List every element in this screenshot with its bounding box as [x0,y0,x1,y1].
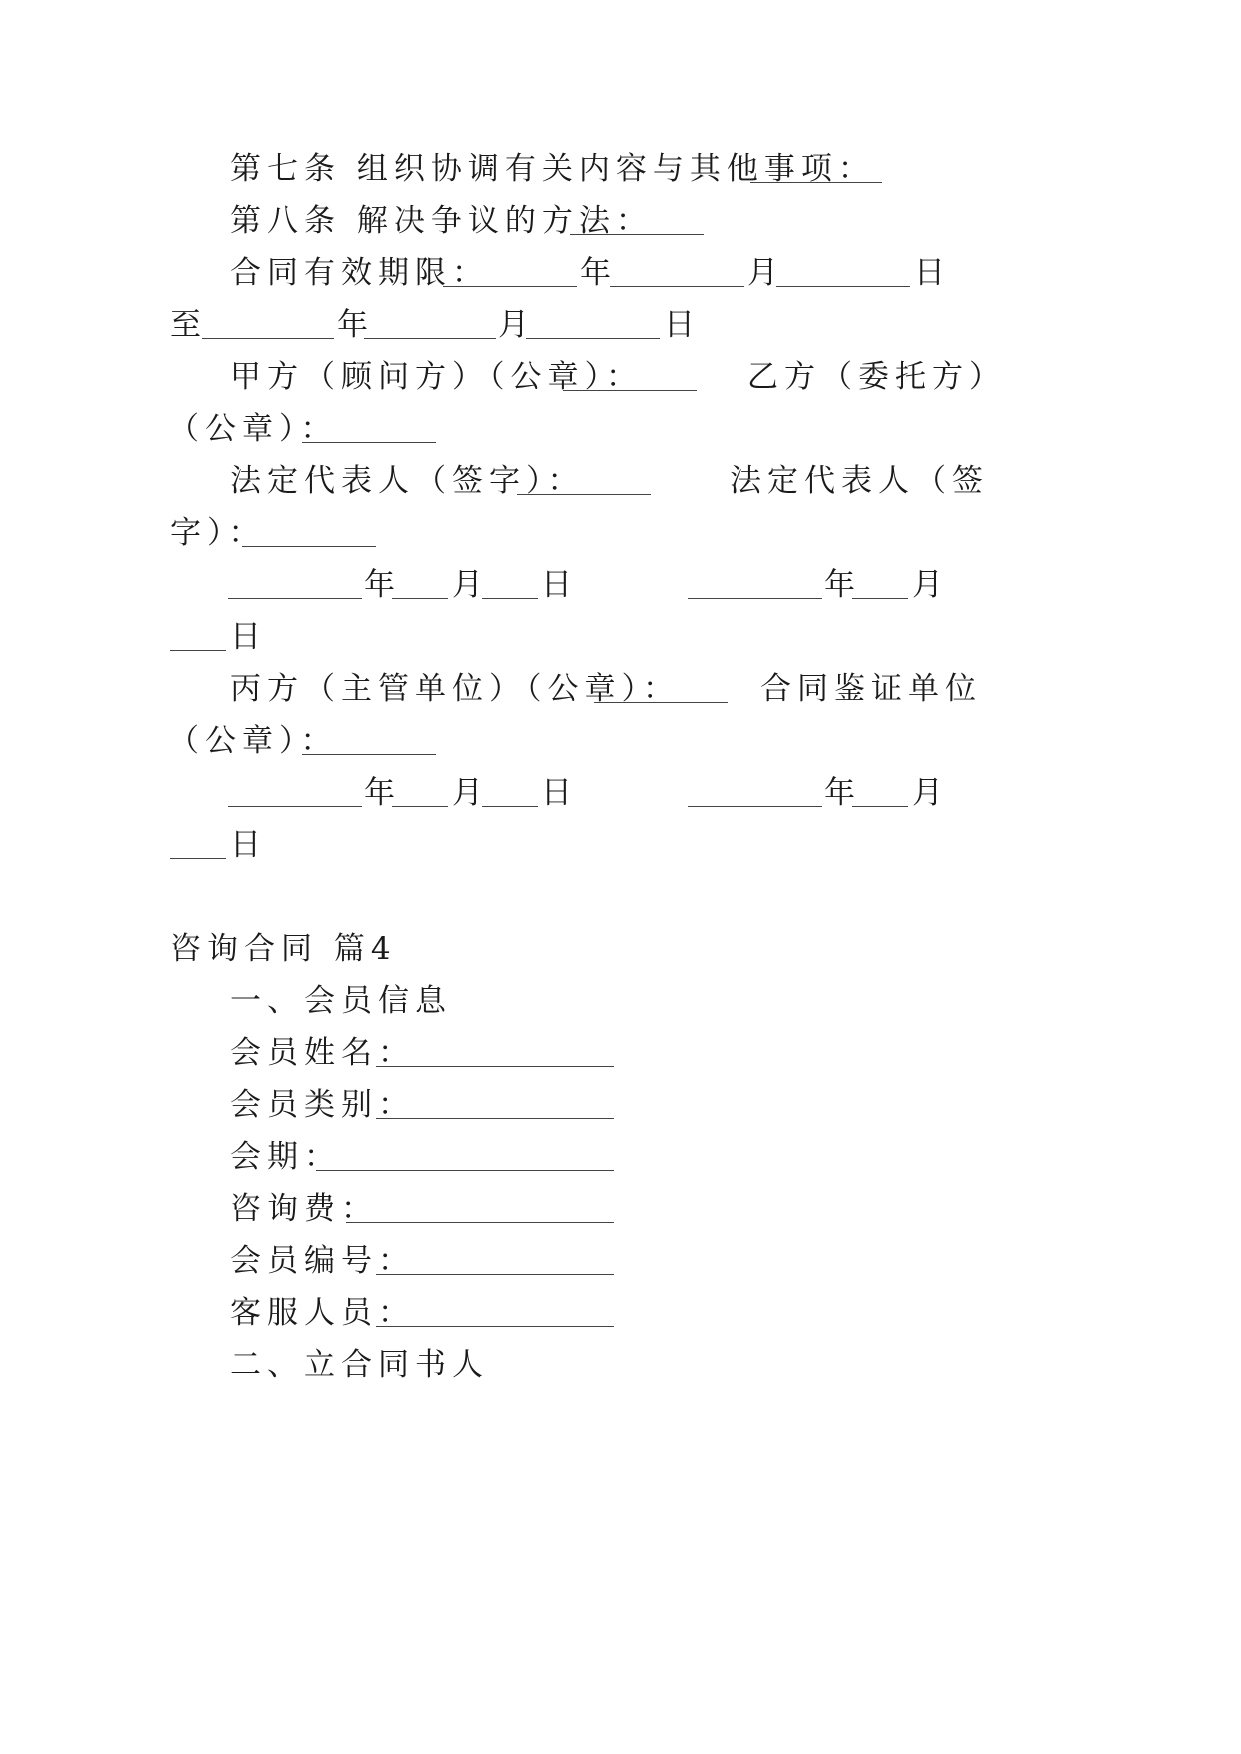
parties-line [0,348,1241,406]
member-info-title-line [0,972,1241,1030]
contract-parties-title: 二、立合同书人 [230,1347,489,1383]
party-c-line [0,660,1241,718]
party-a-seal-blank[interactable] [563,390,697,391]
cs-staff-line [0,1284,1241,1342]
date-c-year-blank[interactable] [228,806,362,807]
sign-date-line-1 [0,556,1241,614]
article-8-blank[interactable] [570,234,704,235]
member-no-blank[interactable] [376,1274,614,1275]
contract-parties-title-line [0,1336,1241,1394]
date-c-month-blank[interactable] [392,806,448,807]
member-info-title: 一、会员信息 [230,983,452,1019]
seal-label: （公章）： [168,723,338,759]
term-end-year-blank[interactable] [202,338,334,339]
member-period-line [0,1128,1241,1186]
party-b-seal-line [0,400,1241,458]
member-name-blank[interactable] [376,1066,614,1067]
article-7-blank[interactable] [750,182,882,183]
sign-date-line-2 [0,764,1241,822]
consult-fee-label: 咨询费： [230,1191,378,1227]
article-7-line [0,140,1241,198]
term-start-day-blank[interactable] [776,286,910,287]
party-b-label: 乙方（委托方） [747,359,1006,395]
month-label: 月 [452,567,489,603]
section-heading-line [0,920,1241,978]
member-period-blank[interactable] [316,1170,614,1171]
date-c-day-blank[interactable] [482,806,538,807]
sign-date-line-2-cont [0,816,1241,874]
member-name-label: 会员姓名： [230,1035,415,1071]
sign-date-line-1-cont [0,608,1241,666]
section-heading: 咨询合同 篇4 [170,931,397,967]
month-label: 月 [747,255,784,291]
consult-fee-line [0,1180,1241,1238]
article-7-text: 第七条 组织协调有关内容与其他事项： [230,151,875,187]
year-label: 年 [824,775,861,811]
verification-seal-blank[interactable] [302,754,436,755]
cs-staff-label: 客服人员： [230,1295,415,1331]
date-a-month-blank[interactable] [392,598,448,599]
term-end-line [0,296,1241,354]
date-b-year-blank[interactable] [688,598,822,599]
date-a-year-blank[interactable] [228,598,362,599]
consult-fee-blank[interactable] [346,1222,614,1223]
to-label: 至 [170,307,207,343]
term-end-day-blank[interactable] [526,338,660,339]
year-label: 年 [364,567,401,603]
cs-staff-blank[interactable] [376,1326,614,1327]
member-type-label: 会员类别： [230,1087,415,1123]
member-period-label: 会期： [230,1139,341,1175]
article-8-line [0,192,1241,250]
rep-b-label: 法定代表人（签 [730,463,989,499]
rep-b-signature-blank[interactable] [242,546,376,547]
day-label: 日 [230,619,267,655]
date-d-month-blank[interactable] [852,806,908,807]
date-d-year-blank[interactable] [688,806,822,807]
member-type-blank[interactable] [376,1118,614,1119]
month-label: 月 [498,307,535,343]
month-label: 月 [912,775,949,811]
party-b-seal-blank[interactable] [302,442,436,443]
party-a-label: 甲方（顾问方）（公章）： [230,359,643,395]
year-label: 年 [337,307,374,343]
term-start-year-blank[interactable] [443,286,577,287]
article-8-text: 第八条 解决争议的方法： [230,203,653,239]
member-no-line [0,1232,1241,1290]
date-b-month-blank[interactable] [852,598,908,599]
year-label: 年 [364,775,401,811]
day-label: 日 [664,307,701,343]
day-label: 日 [541,775,578,811]
rep-b-label-cont: 字）： [170,515,266,551]
verification-unit-label: 合同鉴证单位 [760,671,982,707]
year-label: 年 [580,255,617,291]
member-no-label: 会员编号： [230,1243,415,1279]
rep-b-cont-line [0,504,1241,562]
date-a-day-blank[interactable] [482,598,538,599]
day-label: 日 [914,255,951,291]
term-line [0,244,1241,302]
term-label: 合同有效期限： [230,255,489,291]
date-d-day-blank[interactable] [170,858,226,859]
day-label: 日 [230,827,267,863]
year-label: 年 [824,567,861,603]
verification-seal-line [0,712,1241,770]
member-name-line [0,1024,1241,1082]
rep-a-signature-blank[interactable] [517,494,651,495]
representatives-line [0,452,1241,510]
month-label: 月 [452,775,489,811]
party-c-label: 丙方（主管单位）（公章）： [230,671,680,707]
term-start-month-blank[interactable] [610,286,744,287]
rep-a-label: 法定代表人（签字）： [230,463,585,499]
term-end-month-blank[interactable] [364,338,496,339]
date-b-day-blank[interactable] [170,650,226,651]
seal-label: （公章）： [168,411,338,447]
month-label: 月 [912,567,949,603]
party-c-seal-blank[interactable] [594,702,728,703]
member-type-line [0,1076,1241,1134]
day-label: 日 [541,567,578,603]
